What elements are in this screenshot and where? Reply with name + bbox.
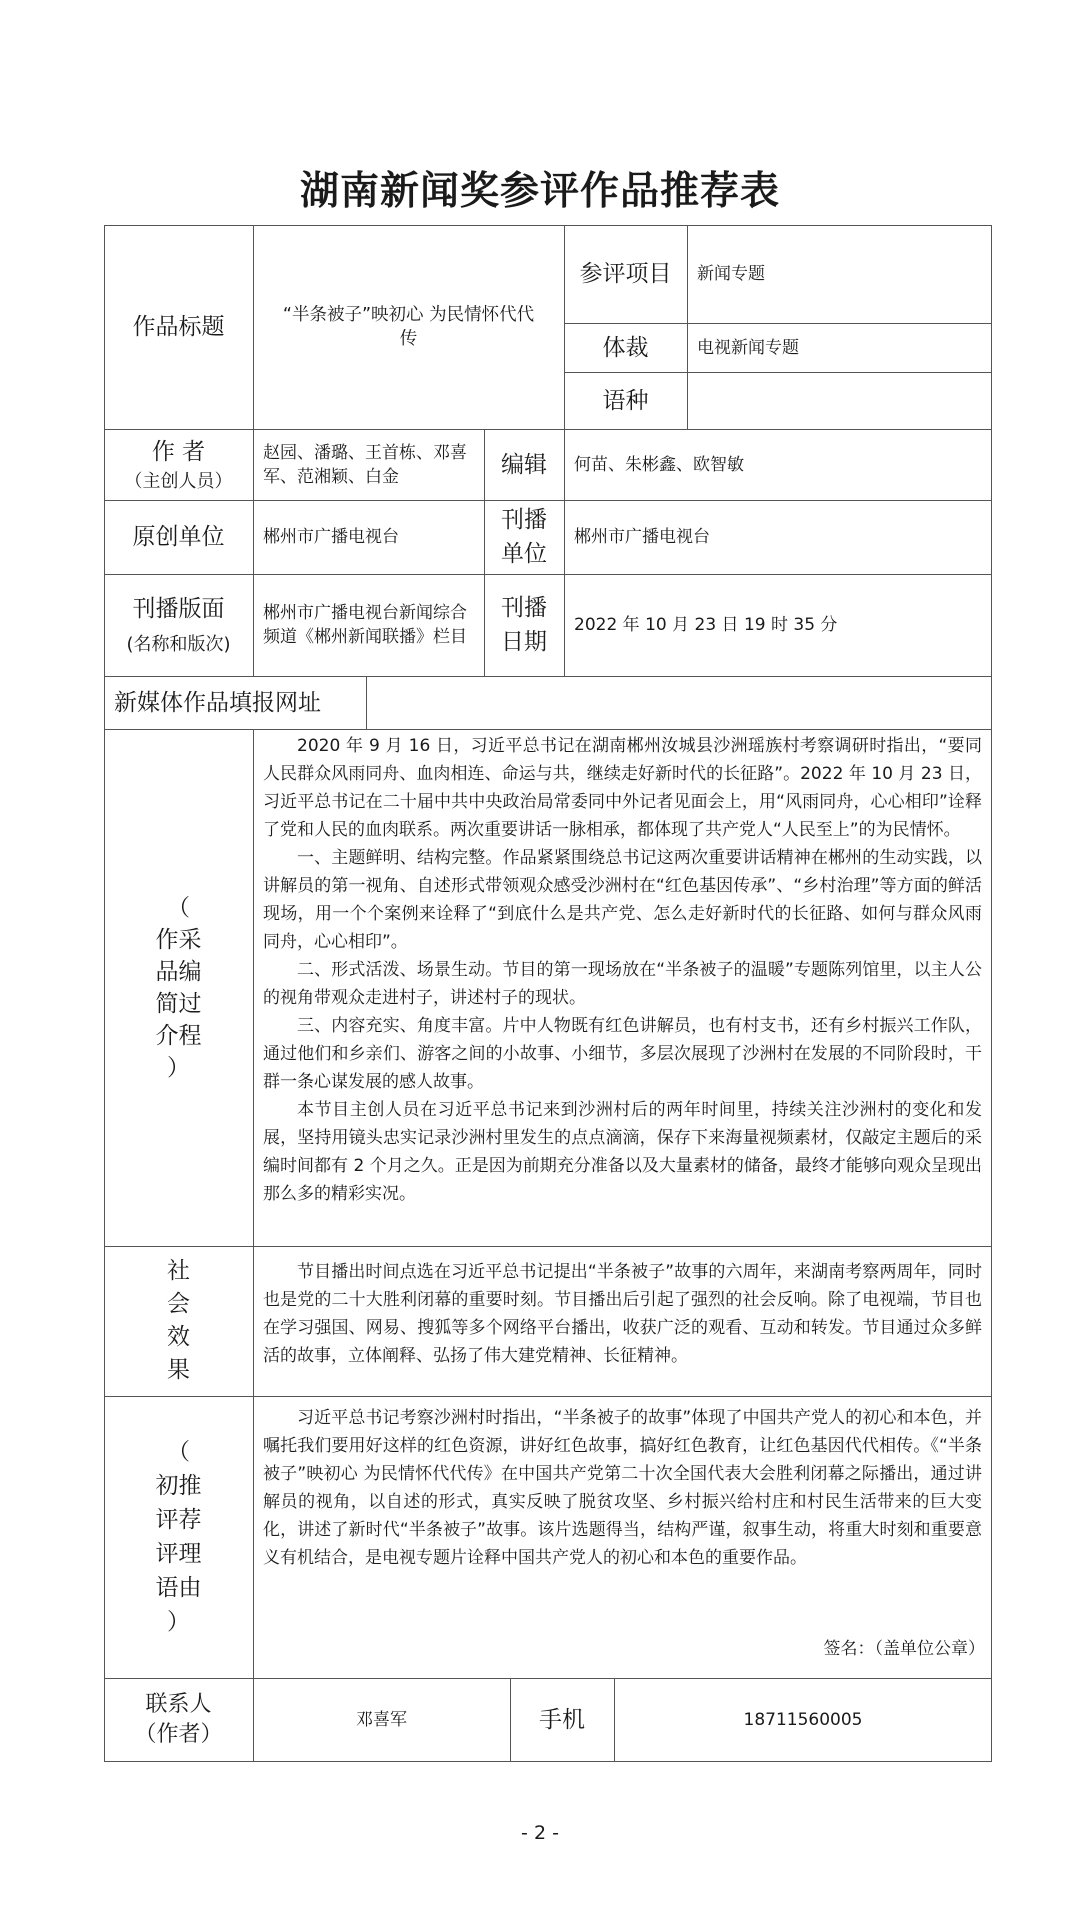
contact-sub-label: （作者） <box>134 1722 223 1747</box>
pub-unit-label-1: 刊播 <box>501 507 547 533</box>
pub-date-label-1: 刊播 <box>501 595 547 621</box>
genre-value: 电视新闻专题 <box>697 337 799 358</box>
process-paragraph: 三、内容充实、角度丰富。片中人物既有红色讲解员，也有村支书，还有乡村振兴工作队，通过他们和乡亲们、游客之间的小故事、小细节，多层次展现了沙洲村在发展的不同阶段时，干群一条心谋发展的感人故事。 <box>263 1016 982 1092</box>
page-number: - 2 - <box>521 1822 559 1844</box>
layout-sub-label: (名称和版次) <box>126 634 231 655</box>
project-value: 新闻专题 <box>697 264 765 284</box>
effect-text: 节目播出时间点选在习近平总书记提出“半条被子”故事的六周年，来湖南考察两周年，同时也是党的二十大胜利闭幕的重要时刻。节目播出后引起了强烈的社会反响。除了电视端，节目也在学习强国、网易、搜狐等多个网络平台播出，收获广泛的观看、互动和转发。节目通过众多鲜活的故事，立体阐释、弘扬了伟大建党精神、长征精神。 <box>263 1262 982 1366</box>
pub-date-label-2: 日期 <box>501 629 547 655</box>
project-label: 参评项目 <box>579 261 672 287</box>
phone-value: 18711560005 <box>743 1710 863 1730</box>
review-label: （ 初推 评荐 评理 语由 ） <box>155 1439 202 1635</box>
pub-date-value: 2022 年 10 月 23 日 19 时 35 分 <box>574 615 838 635</box>
signature-line: 签名：（盖单位公章） <box>823 1639 985 1659</box>
title-value: “半条被子”映初心 为民情怀代代传 <box>282 305 535 349</box>
contact-label: 联系人 <box>145 1692 212 1717</box>
editor-label: 编辑 <box>501 451 547 478</box>
language-label: 语种 <box>602 387 649 414</box>
process-label: （ 作采 品编 简过 介程 ） <box>155 894 202 1081</box>
contact-name: 邓喜军 <box>356 1710 407 1730</box>
author-value: 赵园、潘璐、王首栋、邓喜军、范湘颖、白金 <box>263 442 467 487</box>
genre-label: 体裁 <box>602 334 649 361</box>
process-paragraph: 二、形式活泼、场景生动。节目的第一现场放在“半条被子的温暖”专题陈列馆里，以主人公的视角带观众走进村子，讲述村子的现状。 <box>263 960 982 1008</box>
process-paragraph: 本节目主创人员在习近平总书记来到沙洲村后的两年时间里，持续关注沙洲村的变化和发展，坚持用镜头忠实记录沙洲村里发生的点点滴滴，保存下来海量视频素材，仅敲定主题后的采编时间都有 2 个月之久。正是因为前期充分准备以及大量素材的储备，最终才能够向观众呈现出那么多的精彩实况。 <box>263 1100 982 1204</box>
author-sub-label: （主创人员） <box>124 470 233 492</box>
new-media-url-label: 新媒体作品填报网址 <box>114 689 321 716</box>
phone-label: 手机 <box>539 1707 585 1733</box>
author-label: 作 者 <box>151 438 206 465</box>
layout-label: 刊播版面 <box>132 596 225 622</box>
process-paragraph: 一、主题鲜明、结构完整。作品紧紧围绕总书记这两次重要讲话精神在郴州的生动实践，以讲解员的第一视角、自述形式带领观众感受沙洲村在“红色基因传承”、“乡村治理”等方面的鲜活现场，用一个个案例来诠释了“到底什么是共产党、怎么走好新时代的长征路、如何与群众风雨同舟，心心相印”。 <box>263 848 982 952</box>
unit-label: 原创单位 <box>132 524 225 550</box>
effect-label: 社 会 效 果 <box>167 1258 190 1383</box>
process-paragraph: 2020 年 9 月 16 日，习近平总书记在湖南郴州汝城县沙洲瑶族村考察调研时指出，“要同人民群众风雨同舟、血肉相连、命运与共，继续走好新时代的长征路”。2022 年 10 月 23 日，习近平总书记在二十届中共中央政治局常委同中外记者见面会上，用“风雨同舟，心心相印”诠释了党和人民的血肉联系。两次重要讲话一脉相承，都体现了共产党人“人民至上”的为民情怀。 <box>263 736 982 840</box>
review-text: 习近平总书记考察沙洲村时指出，“半条被子的故事”体现了中国共产党人的初心和本色，并嘱托我们要用好这样的红色资源，讲好红色故事，搞好红色教育，让红色基因代代相传。《“半条被子”映初心 为民情怀代代传》在中国共产党第二十次全国代表大会胜利闭幕之际播出，通过讲解员的视角，以自述的形式，真实反映了脱贫攻坚、乡村振兴给村庄和村民生活带来的巨大变化，讲述了新时代“半条被子”故事。该片选题得当，结构严谨，叙事生动，将重大时刻和重要意义有机结合，是电视专题片诠释中国共产党人的初心和本色的重要作品。 <box>263 1408 982 1568</box>
page-title: 湖南新闻奖参评作品推荐表 <box>299 169 780 214</box>
pub-unit-label-2: 单位 <box>501 541 547 567</box>
pub-unit-value: 郴州市广播电视台 <box>574 527 710 547</box>
layout-value: 郴州市广播电视台新闻综合频道《郴州新闻联播》栏目 <box>263 603 467 647</box>
unit-value: 郴州市广播电视台 <box>263 527 399 547</box>
title-label: 作品标题 <box>132 314 225 340</box>
process-text <box>253 729 992 1246</box>
editor-value: 何苗、朱彬鑫、欧智敏 <box>574 454 744 475</box>
